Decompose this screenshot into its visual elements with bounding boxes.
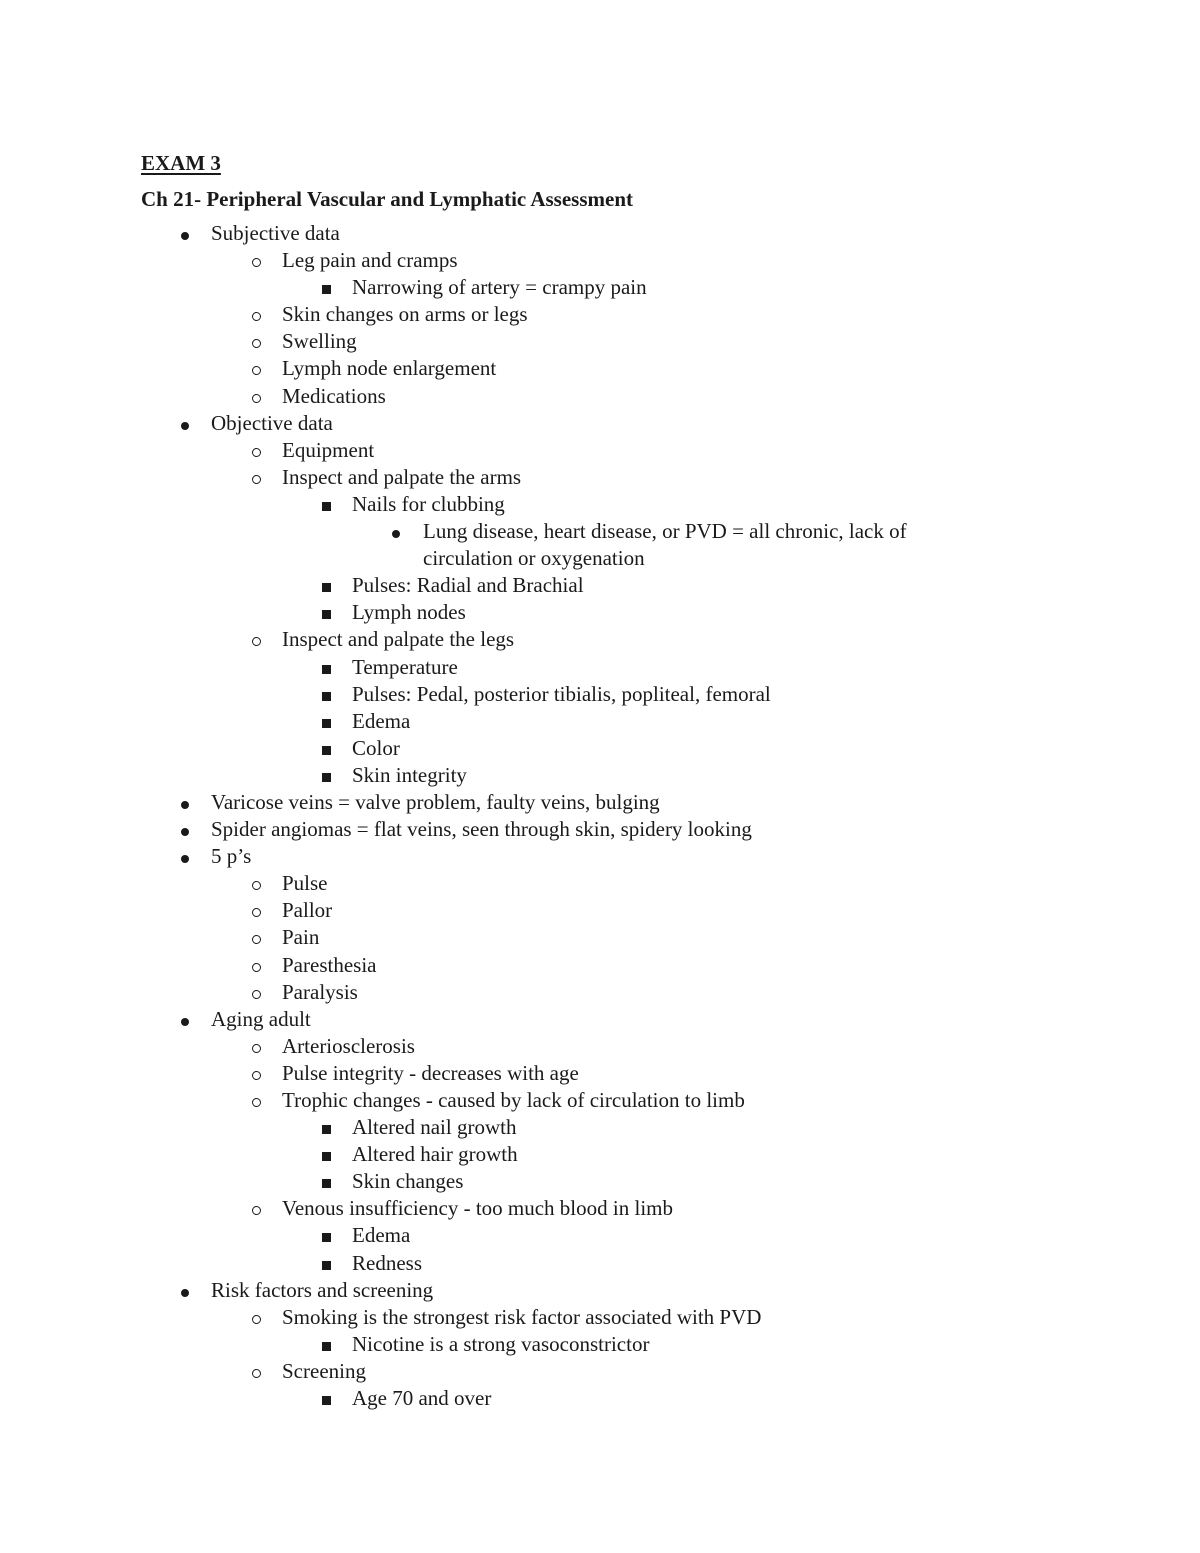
outline-item-level-1	[0, 897, 1200, 924]
bullet-marker	[316, 1385, 336, 1412]
outline-item-text: Lymph node enlargement	[282, 356, 497, 381]
bullet-square-icon	[322, 285, 331, 294]
outline-item-text: Risk factors and screening	[211, 1277, 434, 1302]
bullet-circle-icon	[252, 881, 261, 890]
bullet-circle-icon	[252, 1098, 261, 1107]
outline-item-level-1	[0, 1033, 1200, 1060]
outline-item-level-1	[0, 328, 1200, 355]
outline-item-text: Pulses: Pedal, posterior tibialis, popliteal, femoral	[352, 681, 771, 706]
bullet-circle-icon	[252, 448, 261, 457]
outline-item-text: Altered nail growth	[352, 1115, 517, 1140]
bullet-marker	[246, 328, 266, 355]
bullet-square-icon	[322, 1342, 331, 1351]
bullet-disc-icon	[181, 422, 189, 430]
bullet-marker	[246, 383, 266, 410]
outline-item-text: Objective data	[211, 410, 333, 435]
bullet-marker	[316, 491, 336, 518]
outline-item-text: Skin changes	[352, 1169, 464, 1194]
bullet-circle-icon	[252, 935, 261, 944]
outline-item-text: Edema	[352, 708, 411, 733]
outline-item-text: Temperature	[352, 654, 458, 679]
bullet-square-icon	[322, 1125, 331, 1134]
bullet-circle-icon	[252, 366, 261, 375]
outline-item-level-2	[0, 708, 1200, 735]
outline-item-text: Equipment	[282, 437, 375, 462]
outline-item-level-1	[0, 1358, 1200, 1385]
outline-item-level-1	[0, 301, 1200, 328]
outline-item-text: Leg pain and cramps	[282, 248, 458, 273]
outline-item-text: Lung disease, heart disease, or PVD = all chronic, lack of	[423, 519, 907, 544]
bullet-square-icon	[322, 583, 331, 592]
bullet-marker	[175, 789, 195, 816]
bullet-marker	[246, 301, 266, 328]
outline-item-level-1	[0, 870, 1200, 897]
outline-item-text: Swelling	[282, 329, 357, 354]
bullet-circle-icon	[252, 637, 261, 646]
outline-item-text: Skin changes on arms or legs	[282, 302, 528, 327]
outline-item-level-1	[0, 979, 1200, 1006]
bullet-disc-icon	[181, 232, 189, 240]
outline-item-text: Smoking is the strongest risk factor associated with PVD	[282, 1304, 762, 1329]
outline-item-level-2	[0, 274, 1200, 301]
outline-item-text: Spider angiomas = flat veins, seen through skin, spidery looking	[211, 817, 752, 842]
bullet-marker	[246, 1033, 266, 1060]
bullet-marker	[316, 1222, 336, 1249]
bullet-circle-icon	[252, 312, 261, 321]
outline-item-level-0	[0, 410, 1200, 437]
bullet-circle-icon	[252, 258, 261, 267]
bullet-marker	[316, 1250, 336, 1277]
notes-outline	[0, 220, 1200, 1412]
bullet-marker	[246, 247, 266, 274]
outline-item-text: Age 70 and over	[352, 1386, 492, 1411]
bullet-disc-icon	[181, 1289, 189, 1297]
outline-item-text: Nails for clubbing	[352, 491, 505, 516]
bullet-marker	[316, 708, 336, 735]
bullet-marker	[316, 735, 336, 762]
outline-item-level-1	[0, 952, 1200, 979]
bullet-circle-icon	[252, 394, 261, 403]
bullet-square-icon	[322, 502, 331, 511]
bullet-marker	[246, 870, 266, 897]
bullet-square-icon	[322, 1261, 331, 1270]
bullet-circle-icon	[252, 908, 261, 917]
bullet-marker	[175, 1277, 195, 1304]
outline-item-level-2	[0, 654, 1200, 681]
bullet-marker	[316, 572, 336, 599]
outline-item-level-2	[0, 1141, 1200, 1168]
bullet-circle-icon	[252, 1369, 261, 1378]
outline-item-text: 5 p’s	[211, 844, 252, 869]
outline-item-text: Pallor	[282, 898, 333, 923]
bullet-marker	[175, 843, 195, 870]
outline-item-text: Pain	[282, 925, 320, 950]
outline-item-text: Pulse	[282, 871, 328, 896]
bullet-square-icon	[322, 746, 331, 755]
bullet-circle-icon	[252, 1044, 261, 1053]
outline-item-level-0	[0, 789, 1200, 816]
outline-item-level-0	[0, 843, 1200, 870]
bullet-circle-icon	[252, 1071, 261, 1080]
bullet-square-icon	[322, 1152, 331, 1161]
outline-item-text: Inspect and palpate the legs	[282, 627, 515, 652]
bullet-marker	[175, 410, 195, 437]
outline-item-text: Paralysis	[282, 979, 358, 1004]
outline-item-level-2	[0, 735, 1200, 762]
outline-item-text: Medications	[282, 383, 386, 408]
outline-item-text: Subjective data	[211, 221, 340, 245]
bullet-square-icon	[322, 1179, 331, 1188]
outline-item-level-1	[0, 247, 1200, 274]
bullet-marker	[246, 1087, 266, 1114]
outline-item-level-1	[0, 437, 1200, 464]
bullet-disc-icon	[181, 1018, 189, 1026]
outline-item-level-0	[0, 816, 1200, 843]
bullet-square-icon	[322, 1396, 331, 1405]
bullet-marker	[316, 1114, 336, 1141]
bullet-circle-icon	[252, 990, 261, 999]
outline-item-text: Altered hair growth	[352, 1142, 518, 1167]
outline-item-level-2	[0, 1114, 1200, 1141]
outline-item-level-2	[0, 1385, 1200, 1412]
outline-item-level-0	[0, 1006, 1200, 1033]
outline-item-text: Venous insufficiency - too much blood in limb	[282, 1196, 673, 1221]
outline-item-text: Paresthesia	[282, 952, 377, 977]
bullet-marker	[175, 220, 195, 247]
outline-item-text: Color	[352, 735, 400, 760]
exam-title: EXAM 3	[141, 151, 221, 175]
bullet-marker	[316, 654, 336, 681]
outline-item-text: Trophic changes - caused by lack of circulation to limb	[282, 1088, 745, 1112]
bullet-marker	[246, 437, 266, 464]
bullet-marker	[175, 1006, 195, 1033]
outline-item-level-2	[0, 1222, 1200, 1249]
bullet-marker	[246, 626, 266, 653]
outline-item-level-0	[0, 1277, 1200, 1304]
bullet-marker	[316, 681, 336, 708]
outline-item-level-2	[0, 681, 1200, 708]
bullet-marker	[246, 897, 266, 924]
bullet-marker	[316, 1141, 336, 1168]
bullet-square-icon	[322, 773, 331, 782]
bullet-circle-icon	[252, 1315, 261, 1324]
outline-item-level-1	[0, 924, 1200, 951]
bullet-marker	[246, 355, 266, 382]
outline-item-level-1	[0, 464, 1200, 491]
bullet-marker	[246, 924, 266, 951]
bullet-marker	[316, 274, 336, 301]
bullet-disc-icon	[392, 530, 400, 538]
outline-item-text: Redness	[352, 1250, 422, 1275]
outline-item-level-1	[0, 626, 1200, 653]
bullet-marker	[316, 1168, 336, 1195]
bullet-marker	[246, 952, 266, 979]
bullet-marker	[386, 518, 406, 545]
outline-item-level-1	[0, 1087, 1200, 1114]
bullet-marker	[246, 1304, 266, 1331]
bullet-square-icon	[322, 719, 331, 728]
outline-item-text: Nicotine is a strong vasoconstrictor	[352, 1331, 650, 1356]
outline-item-level-0	[0, 220, 1200, 247]
bullet-square-icon	[322, 665, 331, 674]
bullet-disc-icon	[181, 855, 189, 863]
bullet-marker	[175, 816, 195, 843]
bullet-square-icon	[322, 610, 331, 619]
bullet-circle-icon	[252, 963, 261, 972]
outline-item-level-1	[0, 1060, 1200, 1087]
outline-item-text: circulation or oxygenation	[423, 546, 645, 571]
bullet-marker	[246, 464, 266, 491]
bullet-marker	[246, 979, 266, 1006]
bullet-square-icon	[322, 1233, 331, 1242]
bullet-circle-icon	[252, 475, 261, 484]
bullet-marker	[316, 599, 336, 626]
outline-item-text: Varicose veins = valve problem, faulty veins, bulging	[211, 789, 660, 814]
outline-item-text: Inspect and palpate the arms	[282, 464, 522, 489]
chapter-title: Ch 21- Peripheral Vascular and Lymphatic Assessment	[141, 187, 633, 211]
outline-item-level-3	[0, 518, 1200, 545]
bullet-circle-icon	[252, 1206, 261, 1215]
outline-item-level-2	[0, 599, 1200, 626]
bullet-marker	[246, 1060, 266, 1087]
bullet-circle-icon	[252, 339, 261, 348]
outline-item-level-1	[0, 383, 1200, 410]
outline-item-text: Edema	[352, 1223, 411, 1248]
outline-item-level-2	[0, 491, 1200, 518]
outline-item-level-1	[0, 1195, 1200, 1222]
outline-item-text: Arteriosclerosis	[282, 1033, 415, 1058]
outline-item-text: Pulse integrity - decreases with age	[282, 1060, 579, 1085]
outline-item-text: Pulses: Radial and Brachial	[352, 573, 584, 598]
outline-item-text: Skin integrity	[352, 762, 467, 787]
outline-item-text: Aging adult	[211, 1006, 311, 1031]
bullet-marker	[246, 1195, 266, 1222]
bullet-disc-icon	[181, 801, 189, 809]
outline-item-level-2	[0, 1250, 1200, 1277]
bullet-square-icon	[322, 692, 331, 701]
outline-item-level-3	[0, 545, 1200, 572]
outline-item-level-2	[0, 1168, 1200, 1195]
outline-item-level-2	[0, 572, 1200, 599]
bullet-marker	[246, 1358, 266, 1385]
outline-item-text: Narrowing of artery = crampy pain	[352, 275, 647, 300]
outline-item-level-2	[0, 1331, 1200, 1358]
outline-item-text: Screening	[282, 1358, 366, 1383]
outline-item-text: Lymph nodes	[352, 600, 466, 625]
bullet-marker	[316, 1331, 336, 1358]
outline-item-level-1	[0, 355, 1200, 382]
bullet-marker	[316, 762, 336, 789]
outline-item-level-1	[0, 1304, 1200, 1331]
bullet-disc-icon	[181, 828, 189, 836]
outline-item-level-2	[0, 762, 1200, 789]
